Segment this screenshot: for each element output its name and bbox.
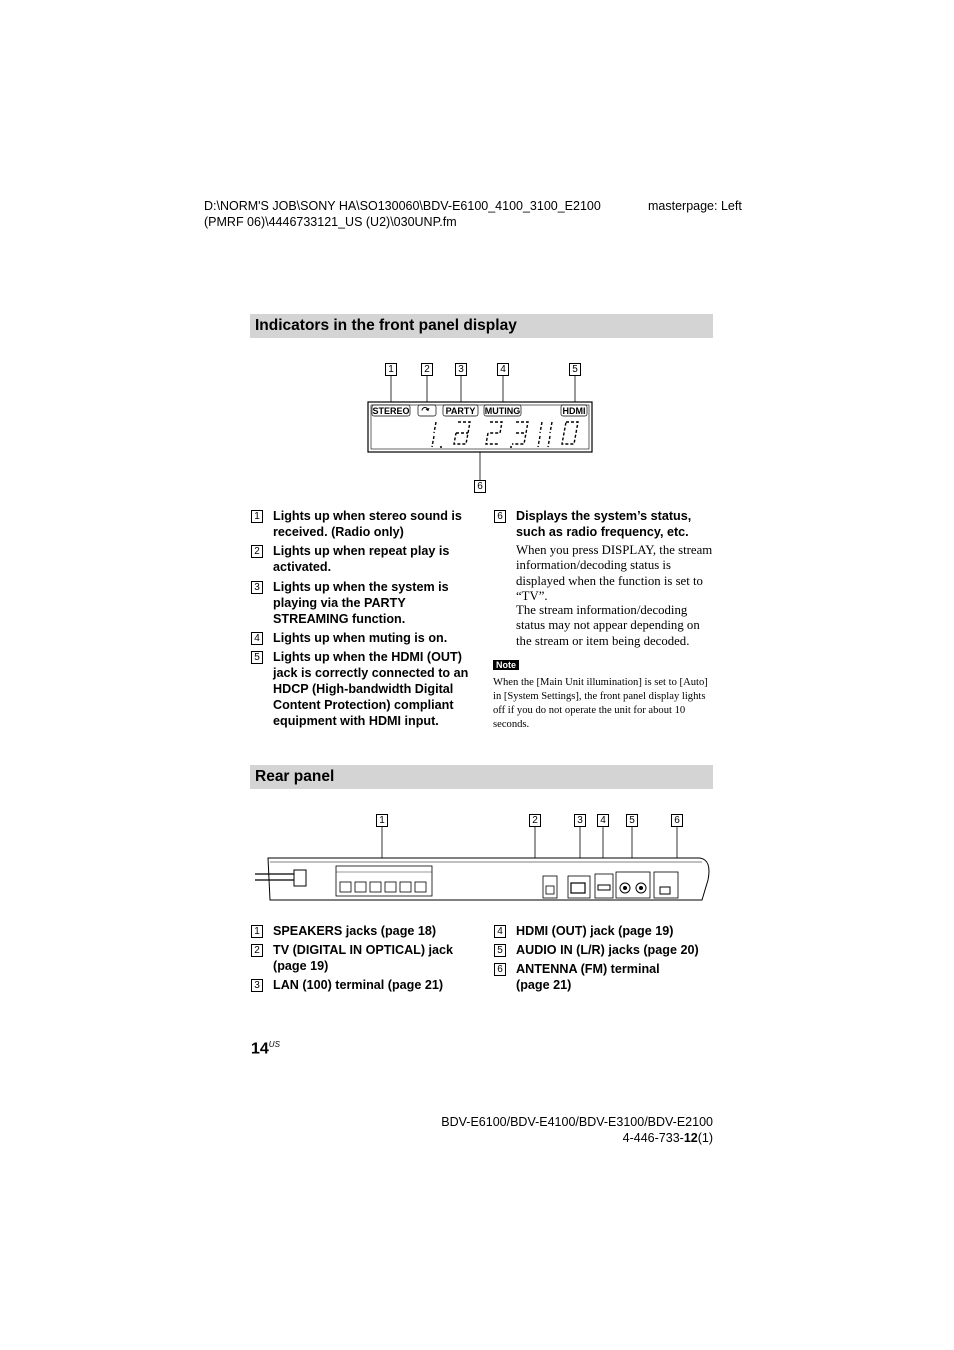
- note-text: When the [Main Unit illumination] is set to [Auto] in [System Settings], the front panel display lights off if you do not operate the unit for about 10 seconds.: [493, 677, 708, 730]
- item-number: 6: [494, 510, 506, 523]
- item-number: 4: [251, 632, 263, 645]
- item-text: Lights up when muting is on.: [273, 631, 448, 645]
- item-number: 2: [251, 545, 263, 558]
- rear-drawing: [250, 810, 715, 915]
- item-text: ANTENNA (FM) terminal (page 21): [516, 962, 660, 992]
- rear-callout-5: 5: [626, 814, 638, 827]
- rear-callout-2: 2: [529, 814, 541, 827]
- repeat-icon: [418, 405, 436, 416]
- footer-code-bold: 12: [683, 1131, 698, 1145]
- item-text: Lights up when stereo sound is received. (Radio only): [273, 509, 462, 539]
- footer-code-pre: 4-446-733-: [622, 1131, 684, 1145]
- item6-para2: The stream information/decoding status may not appear depending on the stream or item being decoded.: [516, 603, 700, 648]
- indicator-muting: MUTING: [484, 406, 521, 416]
- indicator-stereo: STEREO: [372, 406, 410, 416]
- section-band-front: [250, 314, 713, 338]
- item-number: 2: [251, 944, 263, 957]
- item6-para1: When you press DISPLAY, the stream information/decoding status is displayed when the function is set to “TV”.: [516, 543, 713, 603]
- section-band-rear: [250, 765, 713, 789]
- rear-callout-6: 6: [671, 814, 683, 827]
- footer: [400, 1114, 713, 1146]
- callout-5: 5: [569, 363, 581, 376]
- item-number: 3: [251, 581, 263, 594]
- item-number: 5: [251, 651, 263, 664]
- item-text: Lights up when repeat play is activated.: [273, 544, 450, 574]
- footer-code-post: (1): [697, 1131, 713, 1145]
- file-path: [204, 198, 601, 230]
- callout-1: 1: [385, 363, 397, 376]
- page-number-value: 14: [251, 1040, 269, 1058]
- note-badge: Note: [493, 660, 519, 670]
- item-text: HDMI (OUT) jack (page 19): [516, 924, 674, 938]
- item-text: Lights up when the system is playing via the PARTY STREAMING function.: [273, 580, 449, 626]
- front-display-diagram: [366, 360, 596, 495]
- page-number: [251, 1040, 280, 1058]
- item-text: TV (DIGITAL IN OPTICAL) jack (page 19): [273, 943, 454, 973]
- masterpage-label: masterpage: Left: [648, 199, 742, 213]
- rear-callout-1: 1: [376, 814, 388, 827]
- section-title-rear: Rear panel: [255, 768, 335, 785]
- callout-4: 4: [497, 363, 509, 376]
- indicator-party: PARTY: [445, 406, 476, 416]
- item-text: LAN (100) terminal (page 21): [273, 978, 444, 992]
- file-path-line2: (PMRF 06)\4446733121_US (U2)\030UNP.fm: [204, 215, 457, 229]
- callout-2: 2: [421, 363, 433, 376]
- callout-3: 3: [455, 363, 467, 376]
- item-text: Displays the system’s status, such as radio frequency, etc.: [516, 509, 692, 539]
- rear-callout-3: 3: [574, 814, 586, 827]
- item-number: 1: [251, 925, 263, 938]
- callout-6: 6: [474, 480, 486, 493]
- item-text: AUDIO IN (L/R) jacks (page 20): [516, 943, 699, 957]
- item-number: 6: [494, 963, 506, 976]
- display-drawing: [366, 360, 596, 495]
- rear-callout-4: 4: [597, 814, 609, 827]
- item-text: SPEAKERS jacks (page 18): [273, 924, 437, 938]
- item-number: 3: [251, 979, 263, 992]
- rear-panel-diagram: [250, 810, 715, 915]
- item-text: Lights up when the HDMI (OUT) jack is correctly connected to an HDCP (High-bandwidth Digital Content Protection) compliant equipment with HDMI input.: [273, 650, 469, 728]
- file-path-line1: D:\NORM'S JOB\SONY HA\SO130060\BDV-E6100_4100_3100_E2100: [204, 199, 601, 213]
- footer-code: [400, 1130, 713, 1146]
- item-number: 1: [251, 510, 263, 523]
- footer-models: BDV-E6100/BDV-E4100/BDV-E3100/BDV-E2100: [441, 1115, 713, 1129]
- item-number: 4: [494, 925, 506, 938]
- section-title-front: Indicators in the front panel display: [255, 317, 517, 334]
- page-number-suffix: US: [268, 1040, 280, 1049]
- item-number: 5: [494, 944, 506, 957]
- indicator-hdmi: HDMI: [562, 406, 586, 416]
